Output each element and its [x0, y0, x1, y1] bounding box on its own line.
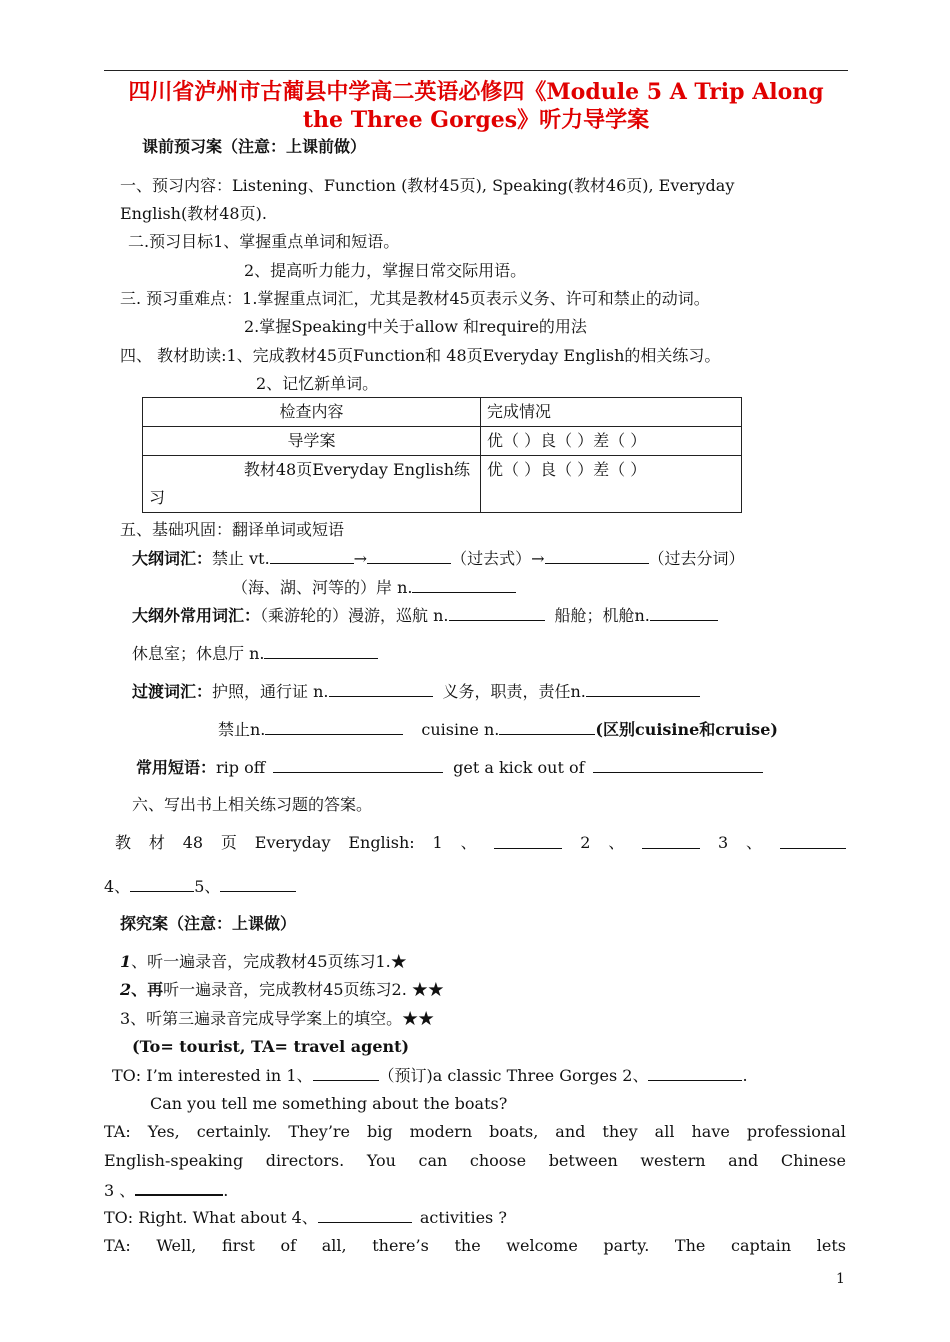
table-cell-item	[143, 456, 481, 513]
dialogue-word: they	[602, 1122, 638, 1141]
blank-answer-4[interactable]	[130, 875, 194, 892]
transit-item-cuisine: cuisine n.	[421, 720, 500, 739]
preclass-heading: 课前预习案（注意：上课前做）	[142, 137, 367, 156]
title-line-1: 四川省泸州市古蔺县中学高二英语必修四《Module 5 A Trip Along	[128, 79, 824, 105]
check-table	[142, 397, 742, 513]
dialogue-word: English-speaking	[104, 1151, 244, 1170]
section-4-line-1: 四、 教材助读:1、完成教材45页Function和 48页Everyday English的相关练习。	[120, 346, 721, 365]
task-number: 2	[120, 980, 132, 999]
extra-vocab-line-1	[132, 604, 718, 627]
extra-item-lounge: 休息室；休息厅 n.	[132, 644, 265, 663]
dialogue-text: activities ?	[419, 1208, 507, 1227]
section-3-line-2: 2.掌握Speaking中关于allow 和require的用法	[244, 317, 587, 336]
task-3: 3、听第三遍录音完成导学案上的填空。★★	[120, 1009, 435, 1028]
task-text-bold: 、再	[131, 980, 164, 999]
past-participle-label: （过去分词）	[648, 549, 745, 568]
blank-forbid-pp[interactable]	[545, 547, 649, 564]
dialogue-word: directors.	[265, 1151, 345, 1170]
table-cell-status: 优（ ）良（ ）差（ ）	[481, 427, 742, 456]
dialogue-word: lets	[816, 1236, 846, 1255]
dialogue-text: .	[223, 1181, 229, 1200]
dialogue-word: the	[454, 1236, 481, 1255]
answers-word: Everyday	[254, 833, 331, 852]
dialogue-word: TA:	[104, 1122, 131, 1141]
phrases-line	[136, 756, 763, 779]
phrase-rip-off: rip off	[216, 758, 266, 777]
table-cell-item-line-1: 教材48页Everyday English练	[243, 460, 470, 479]
syllabus-vocab-line-1	[132, 547, 745, 570]
dialogue-text: （预订)a classic Three Gorges 2、	[378, 1066, 649, 1085]
blank-dialogue-2[interactable]	[648, 1064, 742, 1081]
task-1	[120, 951, 407, 973]
page-number: 1	[836, 1271, 845, 1287]
dialogue-word: Well,	[156, 1236, 197, 1255]
dialogue-word: and	[555, 1122, 586, 1141]
blank-dialogue-3[interactable]	[135, 1178, 223, 1196]
table-row	[143, 456, 742, 513]
dialogue-to-1-line-2: Can you tell me something about the boats?	[150, 1094, 508, 1113]
table-cell-status: 优（ ）良（ ）差（ ）	[481, 456, 742, 513]
section-6-heading: 六、写出书上相关练习题的答案。	[132, 795, 373, 814]
phrase-get-a-kick: get a kick out of	[453, 758, 585, 777]
dialogue-word: professional	[746, 1122, 846, 1141]
blank-lounge[interactable]	[264, 642, 378, 659]
speaker-legend: (To= tourist, TA= travel agent)	[132, 1037, 410, 1056]
task-2	[120, 979, 444, 1001]
blank-answer-1[interactable]	[494, 832, 562, 849]
arrow-icon: →	[353, 549, 368, 568]
dialogue-word: They’re	[288, 1122, 351, 1141]
blank-prohibition[interactable]	[265, 718, 403, 735]
dialogue-word: of	[280, 1236, 297, 1255]
extra-vocab-line-2	[132, 642, 378, 665]
answer-number: 3	[718, 833, 729, 852]
dialogue-word: between	[548, 1151, 618, 1170]
dialogue-word: You	[366, 1151, 396, 1170]
dialogue-text: .	[742, 1066, 748, 1085]
table-cell-item-line-2: 习	[149, 488, 166, 507]
table-header-item: 检查内容	[143, 398, 481, 427]
dialogue-word: western	[640, 1151, 706, 1170]
blank-cuisine[interactable]	[499, 718, 595, 735]
section-2-line-2: 2、提高听力能力，掌握日常交际用语。	[244, 261, 527, 280]
dialogue-text: 3 、	[104, 1181, 136, 1200]
dialogue-ta-2-line-1	[104, 1235, 846, 1257]
past-tense-label: （过去式）	[451, 549, 532, 568]
dialogue-word: modern	[409, 1122, 473, 1141]
everyday-english-answers-row-2	[104, 875, 296, 898]
blank-forbid-past[interactable]	[367, 547, 451, 564]
dialogue-word: captain	[730, 1236, 792, 1255]
section-4-line-2: 2、记忆新单词。	[256, 374, 379, 393]
transit-vocab-line-1	[132, 680, 700, 703]
dialogue-word: have	[691, 1122, 730, 1141]
dialogue-word: big	[367, 1122, 393, 1141]
blank-get-a-kick[interactable]	[593, 756, 763, 773]
section-5-heading: 五、基础巩固：翻译单词或短语	[120, 520, 345, 539]
dialogue-ta-1-line-1	[104, 1121, 846, 1143]
extra-item-cruise: （乘游轮的）漫游，巡航 n.	[260, 606, 449, 625]
answers-word: 材	[148, 833, 165, 852]
dialogue-word: can	[418, 1151, 448, 1170]
dialogue-word: party.	[603, 1236, 650, 1255]
answers-word: English:	[348, 833, 415, 852]
answers-word: 页	[220, 833, 237, 852]
answer-number: 4、	[104, 877, 131, 896]
everyday-english-answers-row-1	[115, 832, 846, 854]
dialogue-word: certainly.	[196, 1122, 272, 1141]
dialogue-word: Yes,	[147, 1122, 180, 1141]
blank-answer-3[interactable]	[780, 832, 846, 849]
dialogue-word: and	[728, 1151, 759, 1170]
section-3-line-1: 三. 预习重难点：1.掌握重点词汇，尤其是教材45页表示义务、许可和禁止的动词。	[120, 289, 710, 308]
task-text: 听一遍录音，完成教材45页练习2. ★★	[163, 980, 444, 999]
dialogue-ta-1-line-2	[104, 1150, 846, 1172]
transit-vocab-line-2	[218, 718, 778, 741]
answers-word: 教	[115, 833, 132, 852]
dialogue-word: The	[674, 1236, 706, 1255]
title-line-2: the Three Gorges》听力导学案	[302, 107, 650, 133]
syllabus-label: 大纲词汇：	[132, 549, 213, 568]
transit-vocab-label: 过渡词汇：	[132, 682, 213, 701]
answers-word: 、	[460, 833, 477, 852]
dialogue-word: there’s	[372, 1236, 429, 1255]
dialogue-word: choose	[469, 1151, 527, 1170]
dialogue-to-1	[112, 1064, 748, 1087]
blank-cabin[interactable]	[650, 604, 718, 621]
dialogue-word: boats,	[489, 1122, 539, 1141]
explore-heading: 探究案（注意：上课做）	[120, 914, 297, 933]
section-1-line-1: 一、预习内容：Listening、Function (教材45页), Speaking(教材46页), Everyday	[120, 176, 735, 195]
blank-dialogue-4[interactable]	[318, 1206, 412, 1223]
cuisine-cruise-note: (区别cuisine和cruise)	[595, 720, 778, 739]
blank-answer-2[interactable]	[642, 832, 700, 849]
blank-answer-5[interactable]	[220, 875, 296, 892]
table-header-row	[143, 398, 742, 427]
transit-item-passport: 护照，通行证 n.	[212, 682, 329, 701]
task-number: 1	[120, 952, 132, 971]
blank-shore[interactable]	[412, 576, 516, 593]
table-cell-item: 导学案	[143, 427, 481, 456]
answer-number: 5、	[194, 877, 221, 896]
header-rule	[104, 70, 848, 71]
syllabus-item-shore: （海、湖、河等的）岸 n.	[232, 578, 413, 597]
task-text: 、听一遍录音，完成教材45页练习1.★	[131, 952, 407, 971]
table-row	[143, 427, 742, 456]
blank-dialogue-1[interactable]	[313, 1064, 379, 1081]
answer-number: 2	[580, 833, 591, 852]
dialogue-text: TO: Right. What about 4、	[104, 1208, 318, 1227]
syllabus-vocab-line-2	[232, 576, 516, 599]
dialogue-ta-1-line-3	[104, 1178, 228, 1202]
extra-vocab-label: 大纲外常用词汇：	[132, 606, 261, 625]
answers-word: 、	[746, 833, 763, 852]
syllabus-item-forbid: 禁止 vt.	[212, 549, 270, 568]
answers-word: 、	[608, 833, 625, 852]
blank-rip-off[interactable]	[273, 756, 443, 773]
dialogue-word: TA:	[104, 1236, 131, 1255]
blank-obligation[interactable]	[586, 680, 700, 697]
dialogue-to-2	[104, 1206, 507, 1229]
dialogue-word: first	[221, 1236, 255, 1255]
table-header-status: 完成情况	[481, 398, 742, 427]
arrow-icon: →	[531, 549, 545, 568]
blank-cruise[interactable]	[449, 604, 545, 621]
section-2-line-1: 二.预习目标1、掌握重点单词和短语。	[128, 232, 400, 251]
dialogue-text: TO: I’m interested in 1、	[112, 1066, 313, 1085]
dialogue-word: all,	[321, 1236, 347, 1255]
dialogue-word: Chinese	[780, 1151, 846, 1170]
extra-item-cabin: 船舱；机舱n.	[554, 606, 650, 625]
answer-number: 1	[432, 833, 443, 852]
dialogue-word: all	[654, 1122, 675, 1141]
blank-passport[interactable]	[329, 680, 433, 697]
section-1-line-2: English(教材48页).	[120, 204, 267, 223]
answers-word: 48	[182, 833, 204, 852]
dialogue-word: welcome	[506, 1236, 578, 1255]
transit-item-obligation: 义务，职责，责任n.	[442, 682, 586, 701]
phrases-label: 常用短语：	[136, 758, 217, 777]
transit-item-prohibition: 禁止n.	[218, 720, 266, 739]
blank-forbid[interactable]	[270, 547, 354, 564]
